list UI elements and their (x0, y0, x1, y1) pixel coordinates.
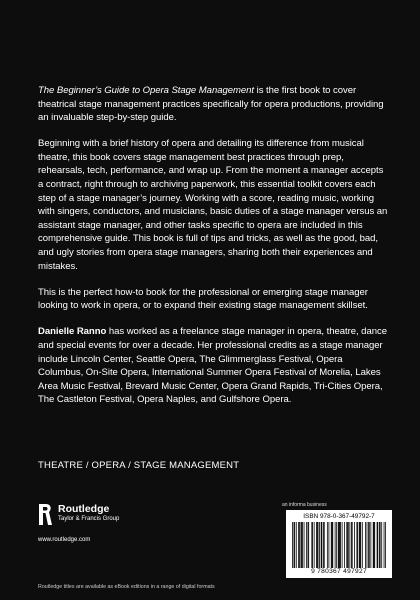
isbn-barcode (286, 510, 392, 578)
ebook-note: Routledge titles are available as eBook editions in a range of digital formats (38, 584, 215, 590)
blurb-paragraph-description: Beginning with a brief history of opera and detailing its difference from musical theatre, this book covers stage management best practices through prep, rehearsals, tech, performance, and wrap up. From the moment a manager accepts a contract, right through to archiving paperwork, this essential toolkit covers each step of a stage manager’s journey. Working with a score, reading music, working with singers, conductors, and musicians, basic duties of a stage manager versus an assistant stage manager, and other tasks specific to opera are included in this comprehensive guide. This book is full of tips and tricks, as well as the good, bad, and ugly stories from opera stage managers, sharing both their experiences and mistakes. (38, 138, 388, 272)
barcode-digits: 9 780367 497927 (311, 568, 367, 575)
intro-text: is the first book to cover theatrical stage management practices specifically for opera productions, providing an invaluable step-by-step guide. (38, 85, 384, 124)
subject-category: THEATRE / OPERA / STAGE MANAGEMENT (38, 460, 240, 471)
barcode-bars (292, 522, 386, 568)
back-cover-blurb (38, 84, 388, 419)
blurb-paragraph-audience: This is the perfect how-to book for the professional or emerging stage manager looking to work in opera, or to expand their existing stage management skillset. (38, 286, 368, 312)
blurb-paragraph-intro (38, 84, 388, 125)
publisher-block (38, 500, 158, 546)
routledge-logo-icon (38, 503, 53, 527)
isbn-label: ISBN 978-0-367-49792-7 (303, 513, 375, 520)
book-title-italic: The Beginner’s Guide to Opera Stage Management (38, 85, 255, 96)
publisher-name: Routledge (58, 503, 110, 515)
author-bio-text: has worked as a freelance stage manager in opera, theatre, dance and special events for over a decade. Her professional credits as a stage manager include Lincoln Center, Seattle Opera, The Glimmerglass Festival, Opera Columbus, On-Site Opera, International Summer Opera Festival of Morelia, Lakes Area Music Festival, Brevard Music Center, Opera Grand Rapids, Tri-Cities Opera, The Castleton Festival, Opera Naples, and Gulfshore Opera. (38, 326, 387, 406)
publisher-group: Taylor & Francis Group (58, 516, 120, 522)
informa-business-label: an informa business (282, 502, 327, 508)
author-bio (38, 325, 388, 407)
publisher-url: www.routledge.com (38, 537, 91, 543)
author-name: Danielle Ranno (38, 326, 107, 338)
